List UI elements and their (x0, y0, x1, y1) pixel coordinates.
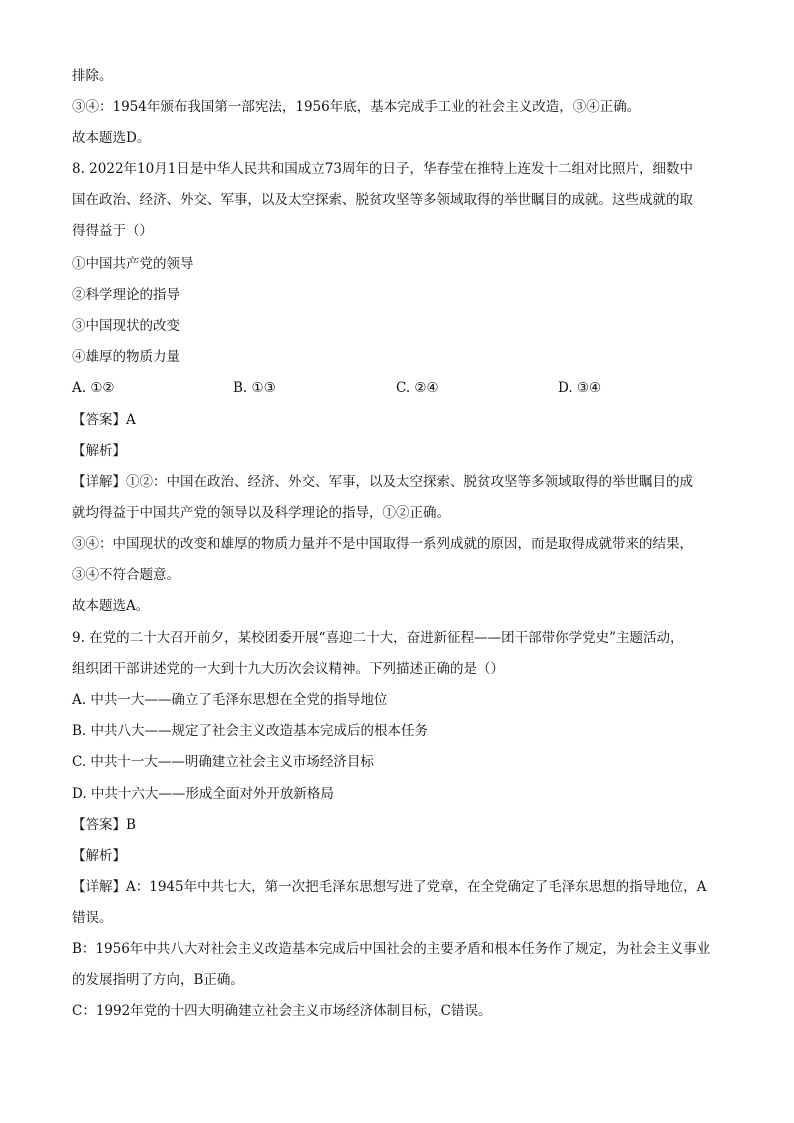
text-line: 排除。 (72, 68, 113, 84)
question-8-text: 8. 2022年10月1日是中华人民共和国成立73周年的日子，华春莹在推特上连发十二组对比照片，细数中 (72, 161, 693, 177)
explanation-text: ③④不符合题意。 (72, 567, 180, 583)
question-8-option-c: C. ②④ (396, 380, 439, 396)
explanation-text: 错误。 (72, 910, 113, 926)
question-8-item: ④雄厚的物质力量 (72, 349, 180, 365)
question-9-option-a: A. 中共一大——确立了毛泽东思想在全党的指导地位 (72, 692, 388, 708)
explanation-text: C：1992年党的十四大明确建立社会主义市场经济体制目标，C错误。 (72, 1003, 492, 1019)
question-9-text: 组织团干部讲述党的一大到十九大历次会议精神。下列描述正确的是（） (72, 661, 504, 677)
question-8-item: ③中国现状的改变 (72, 318, 180, 334)
text-line: ③④：1954年颁布我国第一部宪法，1956年底，基本完成手工业的社会主义改造，③④正确。 (72, 99, 641, 115)
question-8-text: 国在政治、经济、外交、军事，以及太空探索、脱贫攻坚等多领域取得的举世瞩目的成就。这些成就的取 (72, 192, 693, 208)
answer-label: 【答案】A (72, 412, 136, 428)
text-line: 故本题选D。 (72, 130, 151, 146)
question-8-item: ②科学理论的指导 (72, 287, 180, 303)
conclusion-text: 故本题选A。 (72, 598, 150, 614)
question-8-text: 得得益于（） (72, 223, 153, 239)
explanation-text: 【详解】A：1945年中共七大，第一次把毛泽东思想写进了党章，在全党确定了毛泽东思想的指导地位，A (72, 879, 707, 895)
answer-label: 【答案】B (72, 817, 136, 833)
explanation-text: 就均得益于中国共产党的领导以及科学理论的指导，①②正确。 (72, 505, 450, 521)
question-9-option-b: B. 中共八大——规定了社会主义改造基本完成后的根本任务 (72, 723, 429, 739)
question-9-option-d: D. 中共十六大——形成全面对外开放新格局 (72, 786, 334, 802)
question-9-text: 9. 在党的二十大召开前夕，某校团委开展“喜迎二十大，奋进新征程——团干部带你学党史”主题活动， (72, 630, 684, 646)
analysis-label: 【解析】 (72, 443, 126, 459)
question-8-item: ①中国共产党的领导 (72, 256, 194, 272)
question-8-option-a: A. ①② (72, 380, 115, 396)
question-9-option-c: C. 中共十一大——明确建立社会主义市场经济目标 (72, 754, 374, 770)
question-8-option-b: B. ①③ (233, 380, 276, 396)
explanation-text: B：1956年中共八大对社会主义改造基本完成后中国社会的主要矛盾和根本任务作了规定，为社会主义事业 (72, 941, 711, 957)
question-8-option-d: D. ③④ (558, 380, 602, 396)
explanation-text: 的发展指明了方向，B正确。 (72, 972, 244, 988)
explanation-text: 【详解】①②：中国在政治、经济、外交、军事，以及太空探索、脱贫攻坚等多领域取得的举世瞩目的成 (72, 474, 693, 490)
analysis-label: 【解析】 (72, 848, 126, 864)
explanation-text: ③④：中国现状的改变和雄厚的物质力量并不是中国取得一系列成就的原因，而是取得成就带来的结果， (72, 536, 693, 552)
